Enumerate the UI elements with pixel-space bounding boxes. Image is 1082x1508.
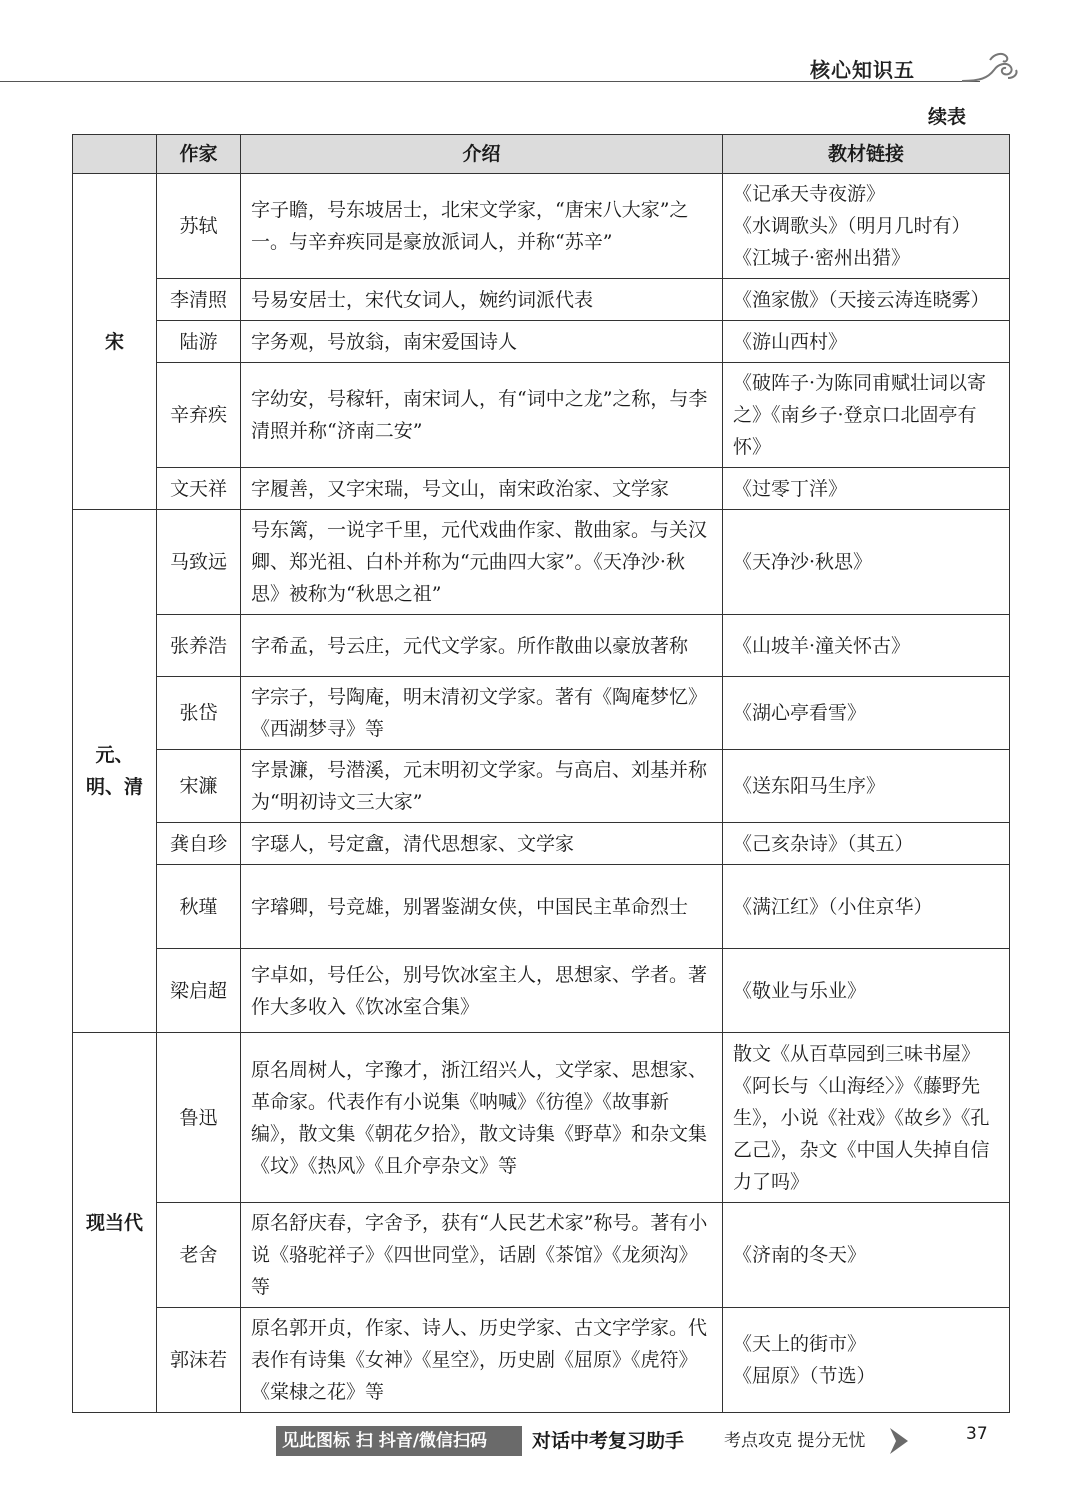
link-line: 《江城子·密州出猎》 [733, 247, 911, 269]
chapter-title: 核心知识五 [810, 58, 915, 82]
assistant-label: 对话中考复习助手 [532, 1430, 685, 1452]
author-cell: 龚自珍 [157, 823, 241, 865]
era-cell-yuan-ming-qing: 元、明、清 [73, 510, 157, 1033]
table-row [73, 949, 1010, 1033]
era-column-header [73, 135, 157, 174]
table-row [73, 363, 1010, 468]
scan-code-banner[interactable]: 见此图标 扫 抖音/微信扫码 [276, 1426, 522, 1456]
author-cell: 鲁迅 [157, 1033, 241, 1203]
table-row [73, 321, 1010, 363]
table-row [73, 1033, 1010, 1203]
intro-cell: 号易安居士，宋代女词人，婉约词派代表 [241, 279, 723, 321]
table-row [73, 1308, 1010, 1413]
textbook-link-cell: 《游山西村》 [723, 321, 1010, 363]
intro-cell: 字务观，号放翁，南宋爱国诗人 [241, 321, 723, 363]
table-row [73, 510, 1010, 615]
intro-cell: 字景濂，号潜溪，元末明初文学家。与高启、刘基并称为“明初诗文三大家” [241, 750, 723, 823]
intro-cell: 原名周树人，字豫才，浙江绍兴人，文学家、思想家、革命家。代表作有小说集《呐喊》《彷徨》《故事新编》，散文集《朝花夕拾》，散文诗集《野草》和杂文集《坟》《热风》《且介亭杂文》等 [241, 1033, 723, 1203]
table-row [73, 615, 1010, 677]
author-cell: 老舍 [157, 1203, 241, 1308]
textbook-link-cell: 《己亥杂诗》（其五） [723, 823, 1010, 865]
page-header [800, 48, 1020, 88]
author-cell: 陆游 [157, 321, 241, 363]
intro-cell: 字卓如，号任公，别号饮冰室主人，思想家、学者。著作大多收入《饮冰室合集》 [241, 949, 723, 1033]
textbook-link-cell: 《破阵子·为陈同甫赋壮词以寄之》《南乡子·登京口北固亭有怀》 [723, 363, 1010, 468]
textbook-link-cell: 《湖心亭看雪》 [723, 677, 1010, 750]
textbook-link-cell: 《敬业与乐业》 [723, 949, 1010, 1033]
arrow-ornament-icon [888, 1424, 914, 1458]
textbook-link-cell [723, 1308, 1010, 1413]
link-line: 《水调歌头》（明月几时有） [733, 215, 971, 237]
intro-cell: 原名郭开贞，作家、诗人、历史学家、古文字学家。代表作有诗集《女神》《星空》，历史剧《屈原》《虎符》《棠棣之花》等 [241, 1308, 723, 1413]
textbook-link-cell: 《送东阳马生序》 [723, 750, 1010, 823]
author-column-header: 作家 [157, 135, 241, 174]
slogan-label: 考点攻克 提分无忧 [724, 1431, 866, 1451]
textbook-link-cell: 《山坡羊·潼关怀古》 [723, 615, 1010, 677]
author-cell: 梁启超 [157, 949, 241, 1033]
table-row [73, 750, 1010, 823]
textbook-link-cell: 《满江红》（小住京华） [723, 865, 1010, 949]
link-line: 《记承天寺夜游》 [733, 183, 886, 205]
intro-column-header: 介绍 [241, 135, 723, 174]
table-header-row [73, 135, 1010, 174]
swirl-ornament-icon [960, 48, 1020, 88]
table-row [73, 1203, 1010, 1308]
page-number: 37 [966, 1424, 988, 1444]
intro-cell: 字宗子，号陶庵，明末清初文学家。著有《陶庵梦忆》《西湖梦寻》等 [241, 677, 723, 750]
era-cell-modern: 现当代 [73, 1033, 157, 1413]
intro-cell: 原名舒庆春，字舍予，获有“人民艺术家”称号。著有小说《骆驼祥子》《四世同堂》，话剧《茶馆》《龙须沟》等 [241, 1203, 723, 1308]
page-footer [276, 1424, 916, 1460]
author-cell: 苏轼 [157, 174, 241, 279]
intro-cell: 字履善，又字宋瑞，号文山，南宋政治家、文学家 [241, 468, 723, 510]
intro-cell: 字幼安，号稼轩，南宋词人，有“词中之龙”之称，与李清照并称“济南二安” [241, 363, 723, 468]
intro-cell: 字子瞻，号东坡居士，北宋文学家，“唐宋八大家”之一。与辛弃疾同是豪放派词人，并称“苏辛” [241, 174, 723, 279]
table-row [73, 865, 1010, 949]
continued-label: 续表 [927, 106, 966, 128]
table-row [73, 279, 1010, 321]
author-cell: 张养浩 [157, 615, 241, 677]
intro-cell: 号东篱，一说字千里，元代戏曲作家、散曲家。与关汉卿、郑光祖、白朴并称为“元曲四大家”。《天净沙·秋思》被称为“秋思之祖” [241, 510, 723, 615]
era-cell-song: 宋 [73, 174, 157, 510]
author-cell: 李清照 [157, 279, 241, 321]
table-row [73, 677, 1010, 750]
link-line: 《天上的街市》 [733, 1333, 867, 1355]
link-line: 《屈原》（节选） [733, 1365, 876, 1387]
author-cell: 张岱 [157, 677, 241, 750]
link-column-header: 教材链接 [723, 135, 1010, 174]
textbook-link-cell: 《济南的冬天》 [723, 1203, 1010, 1308]
author-cell: 文天祥 [157, 468, 241, 510]
intro-cell: 字希孟，号云庄，元代文学家。所作散曲以豪放著称 [241, 615, 723, 677]
textbook-link-cell: 《渔家傲》（天接云涛连晓雾） [723, 279, 1010, 321]
authors-table [72, 134, 1010, 1413]
author-cell: 辛弃疾 [157, 363, 241, 468]
table-row [73, 174, 1010, 279]
intro-cell: 字璱人，号定盦，清代思想家、文学家 [241, 823, 723, 865]
textbook-link-cell [723, 174, 1010, 279]
table-row [73, 823, 1010, 865]
author-cell: 郭沫若 [157, 1308, 241, 1413]
author-cell: 马致远 [157, 510, 241, 615]
intro-cell: 字璿卿，号竞雄，别署鉴湖女侠，中国民主革命烈士 [241, 865, 723, 949]
textbook-link-cell: 《天净沙·秋思》 [723, 510, 1010, 615]
textbook-link-cell: 《过零丁洋》 [723, 468, 1010, 510]
textbook-link-cell: 散文《从百草园到三味书屋》《阿长与〈山海经〉》《藤野先生》，小说《社戏》《故乡》《孔乙己》，杂文《中国人失掉自信力了吗》 [723, 1033, 1010, 1203]
author-cell: 宋濂 [157, 750, 241, 823]
author-cell: 秋瑾 [157, 865, 241, 949]
header-rule [0, 81, 980, 82]
table-row [73, 468, 1010, 510]
